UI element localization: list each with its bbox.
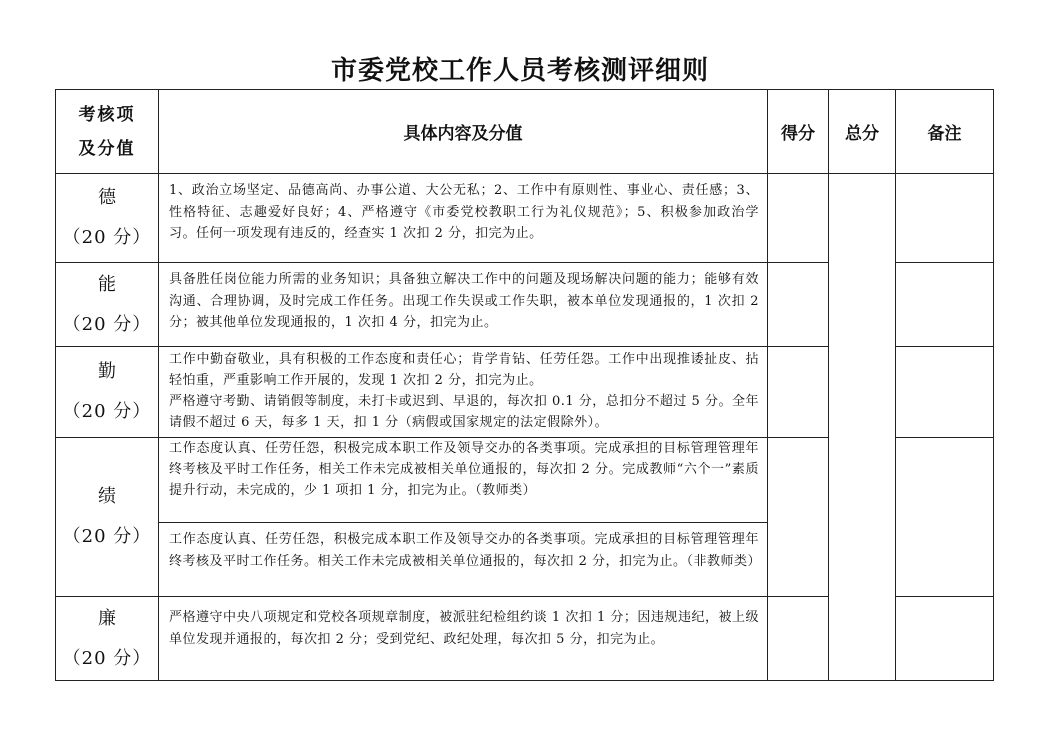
content-de: [159, 174, 768, 263]
content-ji-teacher: [159, 438, 768, 523]
category-score: （20 分）: [62, 401, 152, 422]
category-name: 廉: [98, 607, 116, 629]
remark-cell-ji[interactable]: [896, 438, 994, 597]
header-item-line1: 考核项: [78, 104, 136, 125]
score-cell-ji[interactable]: [768, 438, 829, 597]
category-name: 绩: [98, 486, 116, 507]
category-score: （20 分）: [62, 313, 152, 335]
category-de: [56, 174, 159, 263]
remark-cell-qin[interactable]: [896, 347, 994, 438]
category-score: （20 分）: [62, 526, 152, 547]
header-total-column: 总分: [829, 90, 896, 174]
remark-cell-de[interactable]: [896, 174, 994, 263]
category-qin: [56, 347, 159, 438]
content-text: 严格遵守中央八项规定和党校各项规章制度，被派驻纪检组约谈 1 次扣 1 分；因违规违纪，被上级单位发现并通报的，每次扣 2 分；受到党纪、政纪处理，每次扣 5 分，扣完为止。: [169, 610, 759, 647]
header-remark-column: 备注: [896, 90, 994, 174]
category-score: （20 分）: [62, 227, 152, 248]
content-qin: [159, 347, 768, 438]
category-neng: [56, 263, 159, 347]
category-score: （20 分）: [62, 647, 152, 669]
category-name: 勤: [98, 361, 116, 382]
header-item-column: [56, 90, 159, 174]
content-text: 具备胜任岗位能力所需的业务知识；具备独立解决工作中的问题及现场解决问题的能力；能够有效沟通、合理协调，及时完成工作任务。出现工作失误或工作失职，被本单位发现通报的，1 次扣 2 分；被其他单位发现通报的，1 次扣 4 分，扣完为止。: [169, 272, 759, 330]
table-header-row: [56, 90, 994, 174]
content-text: 工作态度认真、任劳任怨，积极完成本职工作及领导交办的各类事项。完成承担的目标管理管理年终考核及平时工作任务，相关工作未完成被相关单位通报的，每次扣 2 分。完成教师“六个一”素质提升行动，未完成的，少 1 项扣 1 分，扣完为止。（教师类）: [169, 441, 759, 498]
content-text: 1、政治立场坚定、品德高尚、办事公道、大公无私；2、工作中有原则性、事业心、责任感；3、性格特征、志趣爱好良好；4、严格遵守《市委党校教职工行为礼仪规范》；5、积极参加政治学习。任何一项发现有违反的，经查实 1 次扣 2 分，扣完为止。: [169, 183, 759, 241]
score-cell-qin[interactable]: [768, 347, 829, 438]
header-content-column: 具体内容及分值: [159, 90, 768, 174]
score-cell-neng[interactable]: [768, 263, 829, 347]
score-cell-de[interactable]: [768, 174, 829, 263]
category-name: 德: [98, 187, 116, 208]
page-title: 市委党校工作人员考核测评细则: [330, 56, 709, 86]
remark-cell-lian[interactable]: [896, 597, 994, 681]
content-text-part2: 严格遵守考勤、请销假等制度，未打卡或迟到、早退的，每次扣 0.1 分，总扣分不超过 5 分。全年请假不超过 6 天，每多 1 天，扣 1 分（病假或国家规定的法定假除外）。: [169, 394, 759, 430]
category-name: 能: [98, 273, 116, 295]
content-neng: [159, 263, 768, 347]
header-score-column: 得分: [768, 90, 829, 174]
header-item-line2: 及分值: [78, 138, 136, 159]
content-ji-nonteacher: [159, 523, 768, 597]
score-cell-lian[interactable]: [768, 597, 829, 681]
total-cell[interactable]: [829, 174, 896, 681]
evaluation-table: [55, 89, 994, 681]
category-ji: [56, 438, 159, 597]
content-text: 工作态度认真、任劳任怨，积极完成本职工作及领导交办的各类事项。完成承担的目标管理管理年终考核及平时工作任务。相关工作未完成被相关单位通报的，每次扣 2 分，扣完为止。（非教师类）: [169, 532, 762, 569]
category-lian: [56, 597, 159, 681]
content-lian: [159, 597, 768, 681]
table-row-de: [56, 174, 994, 263]
content-text-part1: 工作中勤奋敬业，具有积极的工作态度和责任心；肯学肯钻、任劳任怨。工作中出现推诿扯皮、拈轻怕重，严重影响工作开展的，发现 1 次扣 2 分，扣完为止。: [169, 352, 759, 388]
remark-cell-neng[interactable]: [896, 263, 994, 347]
